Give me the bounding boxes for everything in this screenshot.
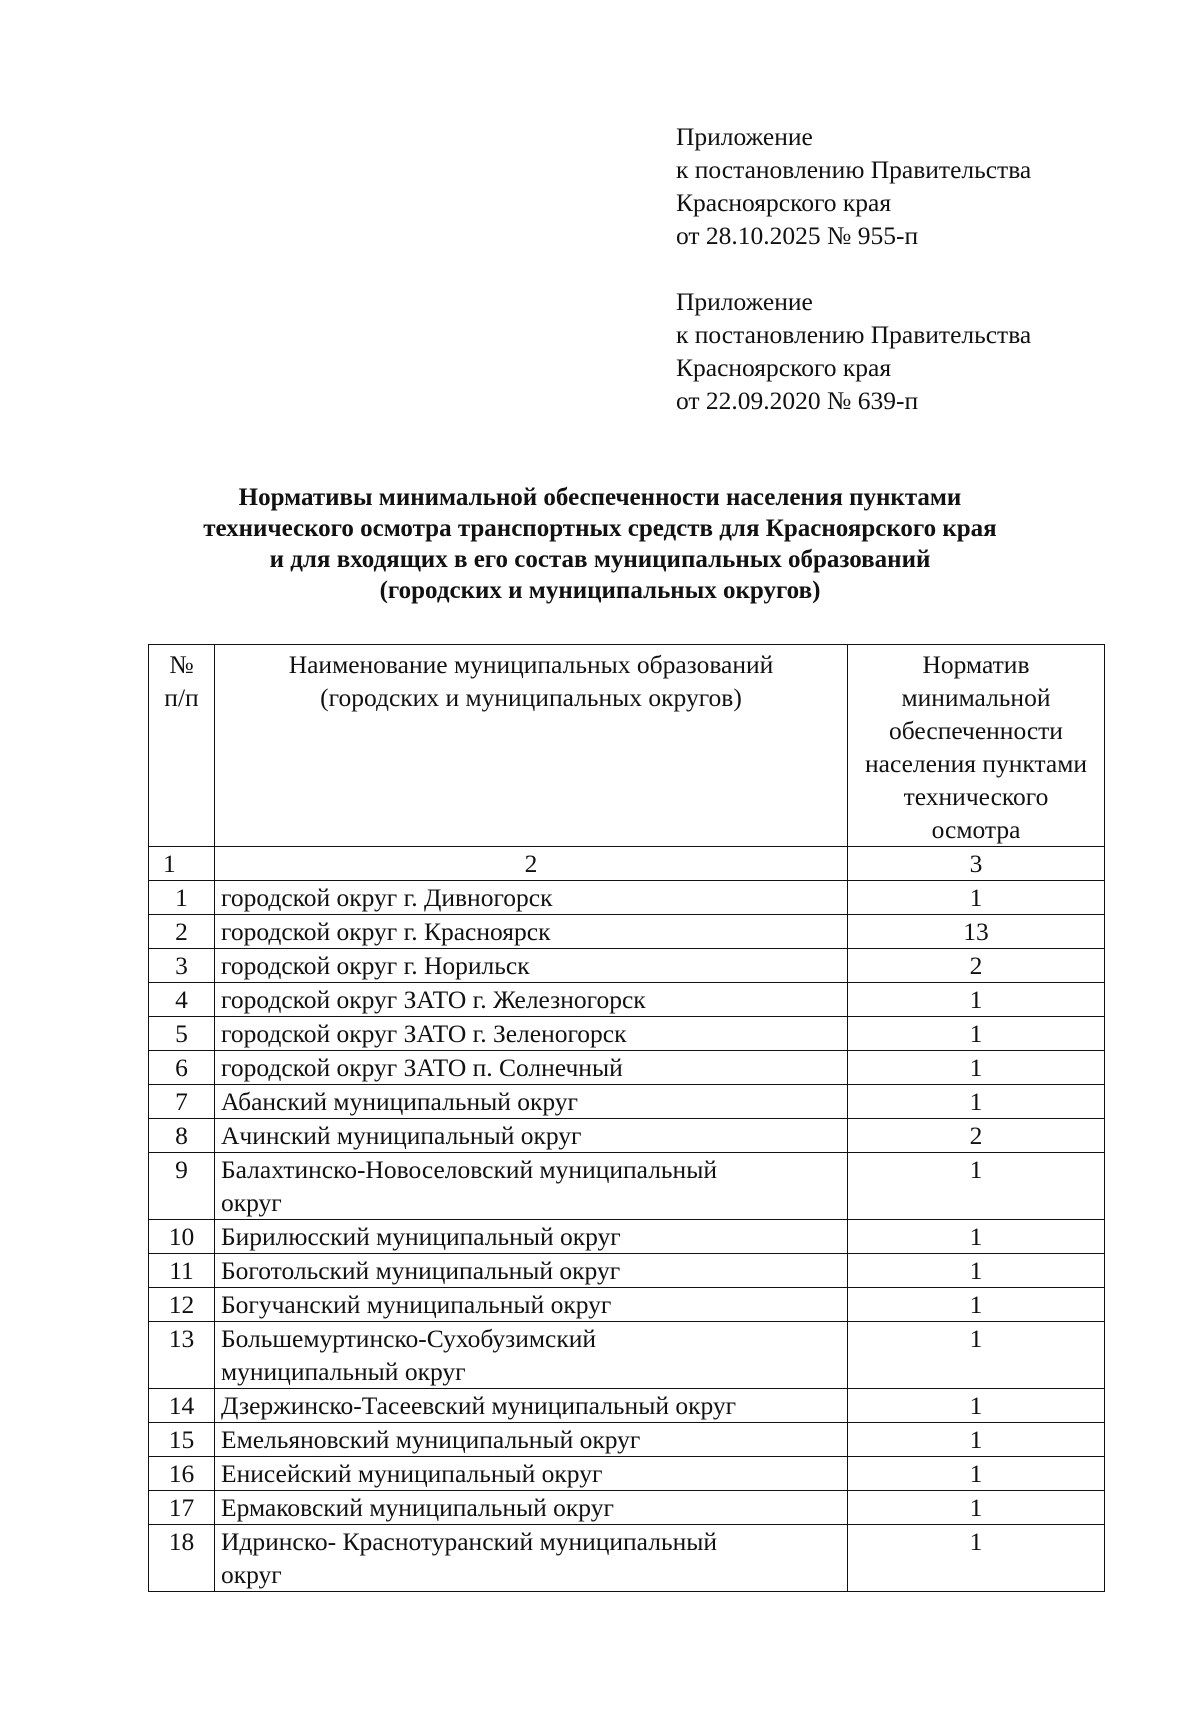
appendix-line: Красноярского края — [676, 353, 892, 382]
norm-value: 1 — [848, 1423, 1105, 1457]
row-number: 15 — [149, 1423, 215, 1457]
norm-value: 1 — [848, 1288, 1105, 1322]
header-line: минимальной — [901, 683, 1051, 712]
table-row — [149, 1457, 1105, 1491]
title-line: технического осмотра транспортных средств для Красноярского края — [203, 515, 997, 542]
municipality-name-line: городской округ ЗАТО г. Зеленогорск — [221, 1019, 627, 1048]
appendix-date-number: от 22.09.2020 № 639-п — [676, 386, 919, 415]
row-number: 4 — [149, 983, 215, 1017]
norm-value: 1 — [848, 1017, 1105, 1051]
norm-value: 1 — [848, 1525, 1105, 1592]
municipality-name — [215, 1085, 848, 1119]
table-header-row — [149, 645, 1105, 847]
municipality-name-line: Дзержинско-Тасеевский муниципальный округ — [221, 1391, 737, 1420]
row-number: 3 — [149, 949, 215, 983]
row-number: 13 — [149, 1322, 215, 1389]
column-index: 2 — [215, 847, 848, 881]
municipality-name — [215, 1220, 848, 1254]
municipality-name-line: городской округ ЗАТО г. Железногорск — [221, 985, 646, 1014]
appendix-note-current — [676, 120, 1031, 252]
table-row — [149, 915, 1105, 949]
municipality-name — [215, 949, 848, 983]
municipality-name — [215, 1322, 848, 1389]
norm-value: 1 — [848, 1254, 1105, 1288]
appendix-line: Красноярского края — [676, 188, 892, 217]
municipality-name — [215, 1389, 848, 1423]
row-number: 10 — [149, 1220, 215, 1254]
table-row — [149, 1153, 1105, 1220]
table-row — [149, 1491, 1105, 1525]
row-number: 2 — [149, 915, 215, 949]
municipality-name — [215, 1017, 848, 1051]
municipality-name-line: городской округ ЗАТО п. Солнечный — [221, 1053, 623, 1082]
row-number: 8 — [149, 1119, 215, 1153]
municipality-name-line: Богучанский муниципальный округ — [221, 1290, 612, 1319]
norm-value: 2 — [848, 949, 1105, 983]
appendix-line: Приложение — [676, 287, 813, 316]
municipality-name-line: городской округ г. Красноярск — [221, 917, 551, 946]
municipality-name-line: округ — [221, 1188, 282, 1217]
document-title — [100, 482, 1100, 606]
column-index-row — [149, 847, 1105, 881]
municipality-name-line: городской округ г. Дивногорск — [221, 883, 553, 912]
table-row — [149, 1254, 1105, 1288]
column-index: 3 — [848, 847, 1105, 881]
header-line: Норматив — [922, 650, 1030, 679]
header-norm — [848, 645, 1105, 847]
municipality-name-line: округ — [221, 1560, 282, 1589]
header-line: обеспеченности — [889, 716, 1063, 745]
municipality-name-line: Идринско- Краснотуранский муниципальный — [221, 1527, 718, 1556]
row-number: 1 — [149, 881, 215, 915]
norm-value: 1 — [848, 1322, 1105, 1389]
norm-value: 1 — [848, 983, 1105, 1017]
table-row — [149, 1220, 1105, 1254]
table-row — [149, 1423, 1105, 1457]
header-line: осмотра — [931, 815, 1021, 844]
header-line: технического — [903, 782, 1049, 811]
norm-value: 1 — [848, 881, 1105, 915]
municipality-name-line: Емельяновский муниципальный округ — [221, 1425, 641, 1454]
norm-value: 1 — [848, 1220, 1105, 1254]
municipality-name — [215, 1288, 848, 1322]
municipality-name-line: муниципальный округ — [221, 1357, 466, 1386]
table-row — [149, 1525, 1105, 1592]
header-line: (городских и муниципальных округов) — [320, 683, 742, 712]
table-row — [149, 881, 1105, 915]
table-row — [149, 949, 1105, 983]
municipality-name — [215, 983, 848, 1017]
norm-value: 1 — [848, 1389, 1105, 1423]
municipality-name-line: Енисейский муниципальный округ — [221, 1459, 603, 1488]
municipality-name — [215, 1254, 848, 1288]
municipality-name-line: Бирилюсский муниципальный округ — [221, 1222, 621, 1251]
table-row — [149, 1288, 1105, 1322]
row-number: 12 — [149, 1288, 215, 1322]
municipality-name — [215, 1525, 848, 1592]
header-name — [215, 645, 848, 847]
municipality-name-line: Ачинский муниципальный округ — [221, 1121, 582, 1150]
municipality-name-line: Абанский муниципальный округ — [221, 1087, 579, 1116]
table-row — [149, 1119, 1105, 1153]
table-row — [149, 1322, 1105, 1389]
municipality-name — [215, 1153, 848, 1220]
appendix-note-previous — [676, 285, 1031, 417]
municipality-name — [215, 881, 848, 915]
appendix-line: к постановлению Правительства — [676, 155, 1032, 184]
row-number: 7 — [149, 1085, 215, 1119]
title-line: Нормативы минимальной обеспеченности населения пунктами — [238, 484, 962, 511]
row-number: 16 — [149, 1457, 215, 1491]
norm-value: 13 — [848, 915, 1105, 949]
norm-value: 1 — [848, 1491, 1105, 1525]
norm-value: 1 — [848, 1085, 1105, 1119]
header-line: населения пунктами — [864, 749, 1087, 778]
appendix-line: Приложение — [676, 122, 813, 151]
norm-value: 1 — [848, 1051, 1105, 1085]
table-row — [149, 1085, 1105, 1119]
municipality-name — [215, 915, 848, 949]
header-line: № — [169, 650, 194, 679]
row-number: 9 — [149, 1153, 215, 1220]
row-number: 17 — [149, 1491, 215, 1525]
table-row — [149, 983, 1105, 1017]
municipality-name-line: Боготольский муниципальный округ — [221, 1256, 621, 1285]
norm-value: 2 — [848, 1119, 1105, 1153]
municipality-name — [215, 1051, 848, 1085]
municipality-name — [215, 1457, 848, 1491]
row-number: 11 — [149, 1254, 215, 1288]
municipality-name-line: Ермаковский муниципальный округ — [221, 1493, 614, 1522]
municipality-name — [215, 1119, 848, 1153]
title-line: и для входящих в его состав муниципальных образований — [269, 546, 931, 573]
header-number — [149, 645, 215, 847]
header-line: Наименование муниципальных образований — [288, 650, 774, 679]
municipality-name — [215, 1423, 848, 1457]
table-row — [149, 1389, 1105, 1423]
header-line: п/п — [164, 683, 199, 712]
municipality-name-line: Большемуртинско-Сухобузимский — [221, 1324, 597, 1353]
table-row — [149, 1017, 1105, 1051]
row-number: 14 — [149, 1389, 215, 1423]
row-number: 5 — [149, 1017, 215, 1051]
norms-table — [148, 644, 1105, 1592]
table-row — [149, 1051, 1105, 1085]
column-index: 1 — [149, 847, 215, 881]
appendix-date-number: от 28.10.2025 № 955-п — [676, 221, 919, 250]
norm-value: 1 — [848, 1457, 1105, 1491]
norm-value: 1 — [848, 1153, 1105, 1220]
municipality-name-line: Балахтинско-Новоселовский муниципальный — [221, 1155, 717, 1184]
municipality-name — [215, 1491, 848, 1525]
appendix-line: к постановлению Правительства — [676, 320, 1032, 349]
row-number: 6 — [149, 1051, 215, 1085]
title-line: (городских и муниципальных округов) — [379, 577, 821, 604]
municipality-name-line: городской округ г. Норильск — [221, 951, 530, 980]
row-number: 18 — [149, 1525, 215, 1592]
